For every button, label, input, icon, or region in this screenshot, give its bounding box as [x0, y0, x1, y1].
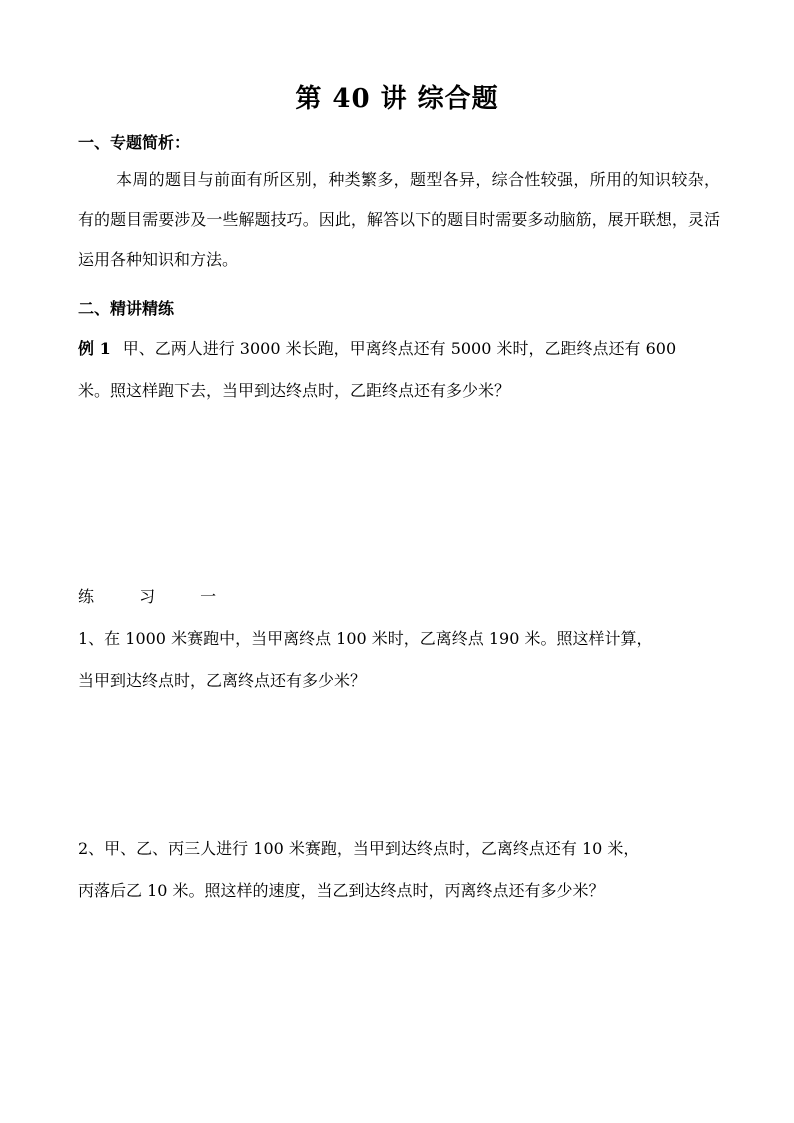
- section-heading-practice: 二、精讲精练: [78, 299, 175, 318]
- section-heading-overview: 一、专题简析：: [78, 133, 191, 152]
- example-1-label: 例 1: [78, 339, 111, 358]
- example-1-text-1: 甲、乙两人进行 3000 米长跑，甲离终点还有 5000 米时，乙距终点还有 600: [122, 339, 677, 358]
- question-1-line-2: 当甲到达终点时，乙离终点还有多少米？: [78, 671, 367, 690]
- overview-paragraph: 本周的题目与前面有所区别，种类繁多，题型各异，综合性较强，所用的知识较杂，有的题目需要涉及一些解题技巧。因此，解答以下的题目时需要多动脑筋，展开联想，灵活运用各种知识和方法。: [78, 170, 720, 269]
- question-2-line-2: 丙落后乙 10 米。照这样的速度，当乙到达终点时，丙离终点还有多少米？: [78, 881, 605, 900]
- page-title: 第 40 讲 综合题: [295, 84, 499, 114]
- question-2-line-1: 2、甲、乙、丙三人进行 100 米赛跑，当甲到达终点时，乙离终点还有 10 米，: [78, 839, 640, 858]
- example-1-line-1: [78, 336, 676, 359]
- example-1-line-2: 米。照这样跑下去，当甲到达终点时，乙距终点还有多少米？: [78, 381, 511, 400]
- practice-heading: 练 习 一: [78, 587, 237, 606]
- question-1-line-1: 1、在 1000 米赛跑中，当甲离终点 100 米时，乙离终点 190 米。照这样计算，: [78, 629, 653, 648]
